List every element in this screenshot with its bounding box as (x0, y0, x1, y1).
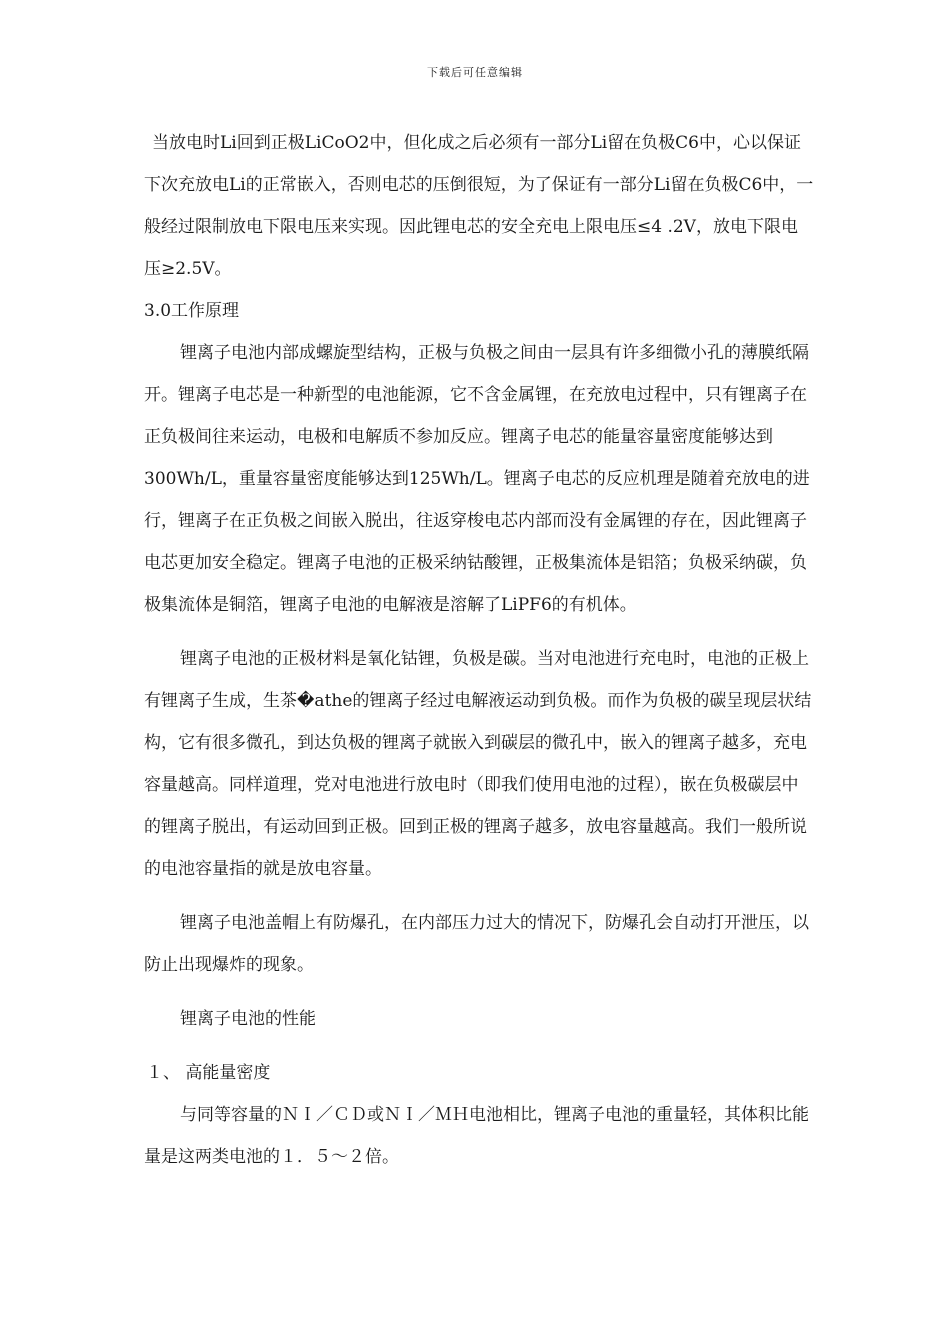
paragraph-energy-density: 与同等容量的ＮＩ／ＣＤ或ＮＩ／ＭＨ电池相比，锂离子电池的重量轻，其体积比能量是这两类电池的１．５～２倍。 (144, 1105, 809, 1167)
paragraph-discharge: 当放电时Li回到正极LiCoO2中，但化成之后必须有一部分Li留在负极C6中，心以保证下次充放电Li的正常嵌入，否则电芯的压倒很短，为了保证有一部分Li留在负极C6中，一般经过限制放电下限电压来实现。因此锂电芯的安全充电上限电压≤4 .2V，放电下限电压≥2.5V。 (144, 133, 814, 279)
list-heading-energy-density: １、 高能量密度 (146, 1063, 271, 1083)
paragraph-structure: 锂离子电池内部成螺旋型结构，正极与负极之间由一层具有许多细微小孔的薄膜纸隔开。锂离子电芯是一种新型的电池能源，它不含金属锂，在充放电过程中，只有锂离子在正负极间往来运动，电极和电解质不参加反应。锂离子电芯的能量容量密度能够达到300Wh/L，重量容量密度能够达到125Wh/L。锂离子电芯的反应机理是随着充放电的进行，锂离子在正负极之间嵌入脱出，往返穿梭电芯内部而没有金属锂的存在，因此锂离子电芯更加安全稳定。锂离子电池的正极采纳钴酸锂，正极集流体是铝箔；负极采纳碳，负极集流体是铜箔，锂离子电池的电解液是溶解了LiPF6的有机体。 (144, 343, 810, 615)
section-heading-working-principle: 3.0工作原理 (144, 301, 240, 321)
page-header: 下载后可任意编辑 (427, 66, 523, 79)
section-heading-performance: 锂离子电池的性能 (180, 1009, 316, 1029)
paragraph-explosion-vent: 锂离子电池盖帽上有防爆孔，在内部压力过大的情况下，防爆孔会自动打开泄压，以防止出现爆炸的现象。 (144, 913, 809, 975)
document-body (144, 122, 814, 1178)
paragraph-materials: 锂离子电池的正极材料是氧化钴锂，负极是碳。当对电池进行充电时，电池的正极上有锂离子生成，生茶�athe的锂离子经过电解液运动到负极。而作为负极的碳呈现层状结构，它有很多微孔，到达负极的锂离子就嵌入到碳层的微孔中，嵌入的锂离子越多，充电容量越高。同样道理，党对电池进行放电时（即我们使用电池的过程），嵌在负极碳层中的锂离子脱出，有运动回到正极。回到正极的锂离子越多，放电容量越高。我们一般所说的电池容量指的就是放电容量。 (144, 649, 812, 879)
